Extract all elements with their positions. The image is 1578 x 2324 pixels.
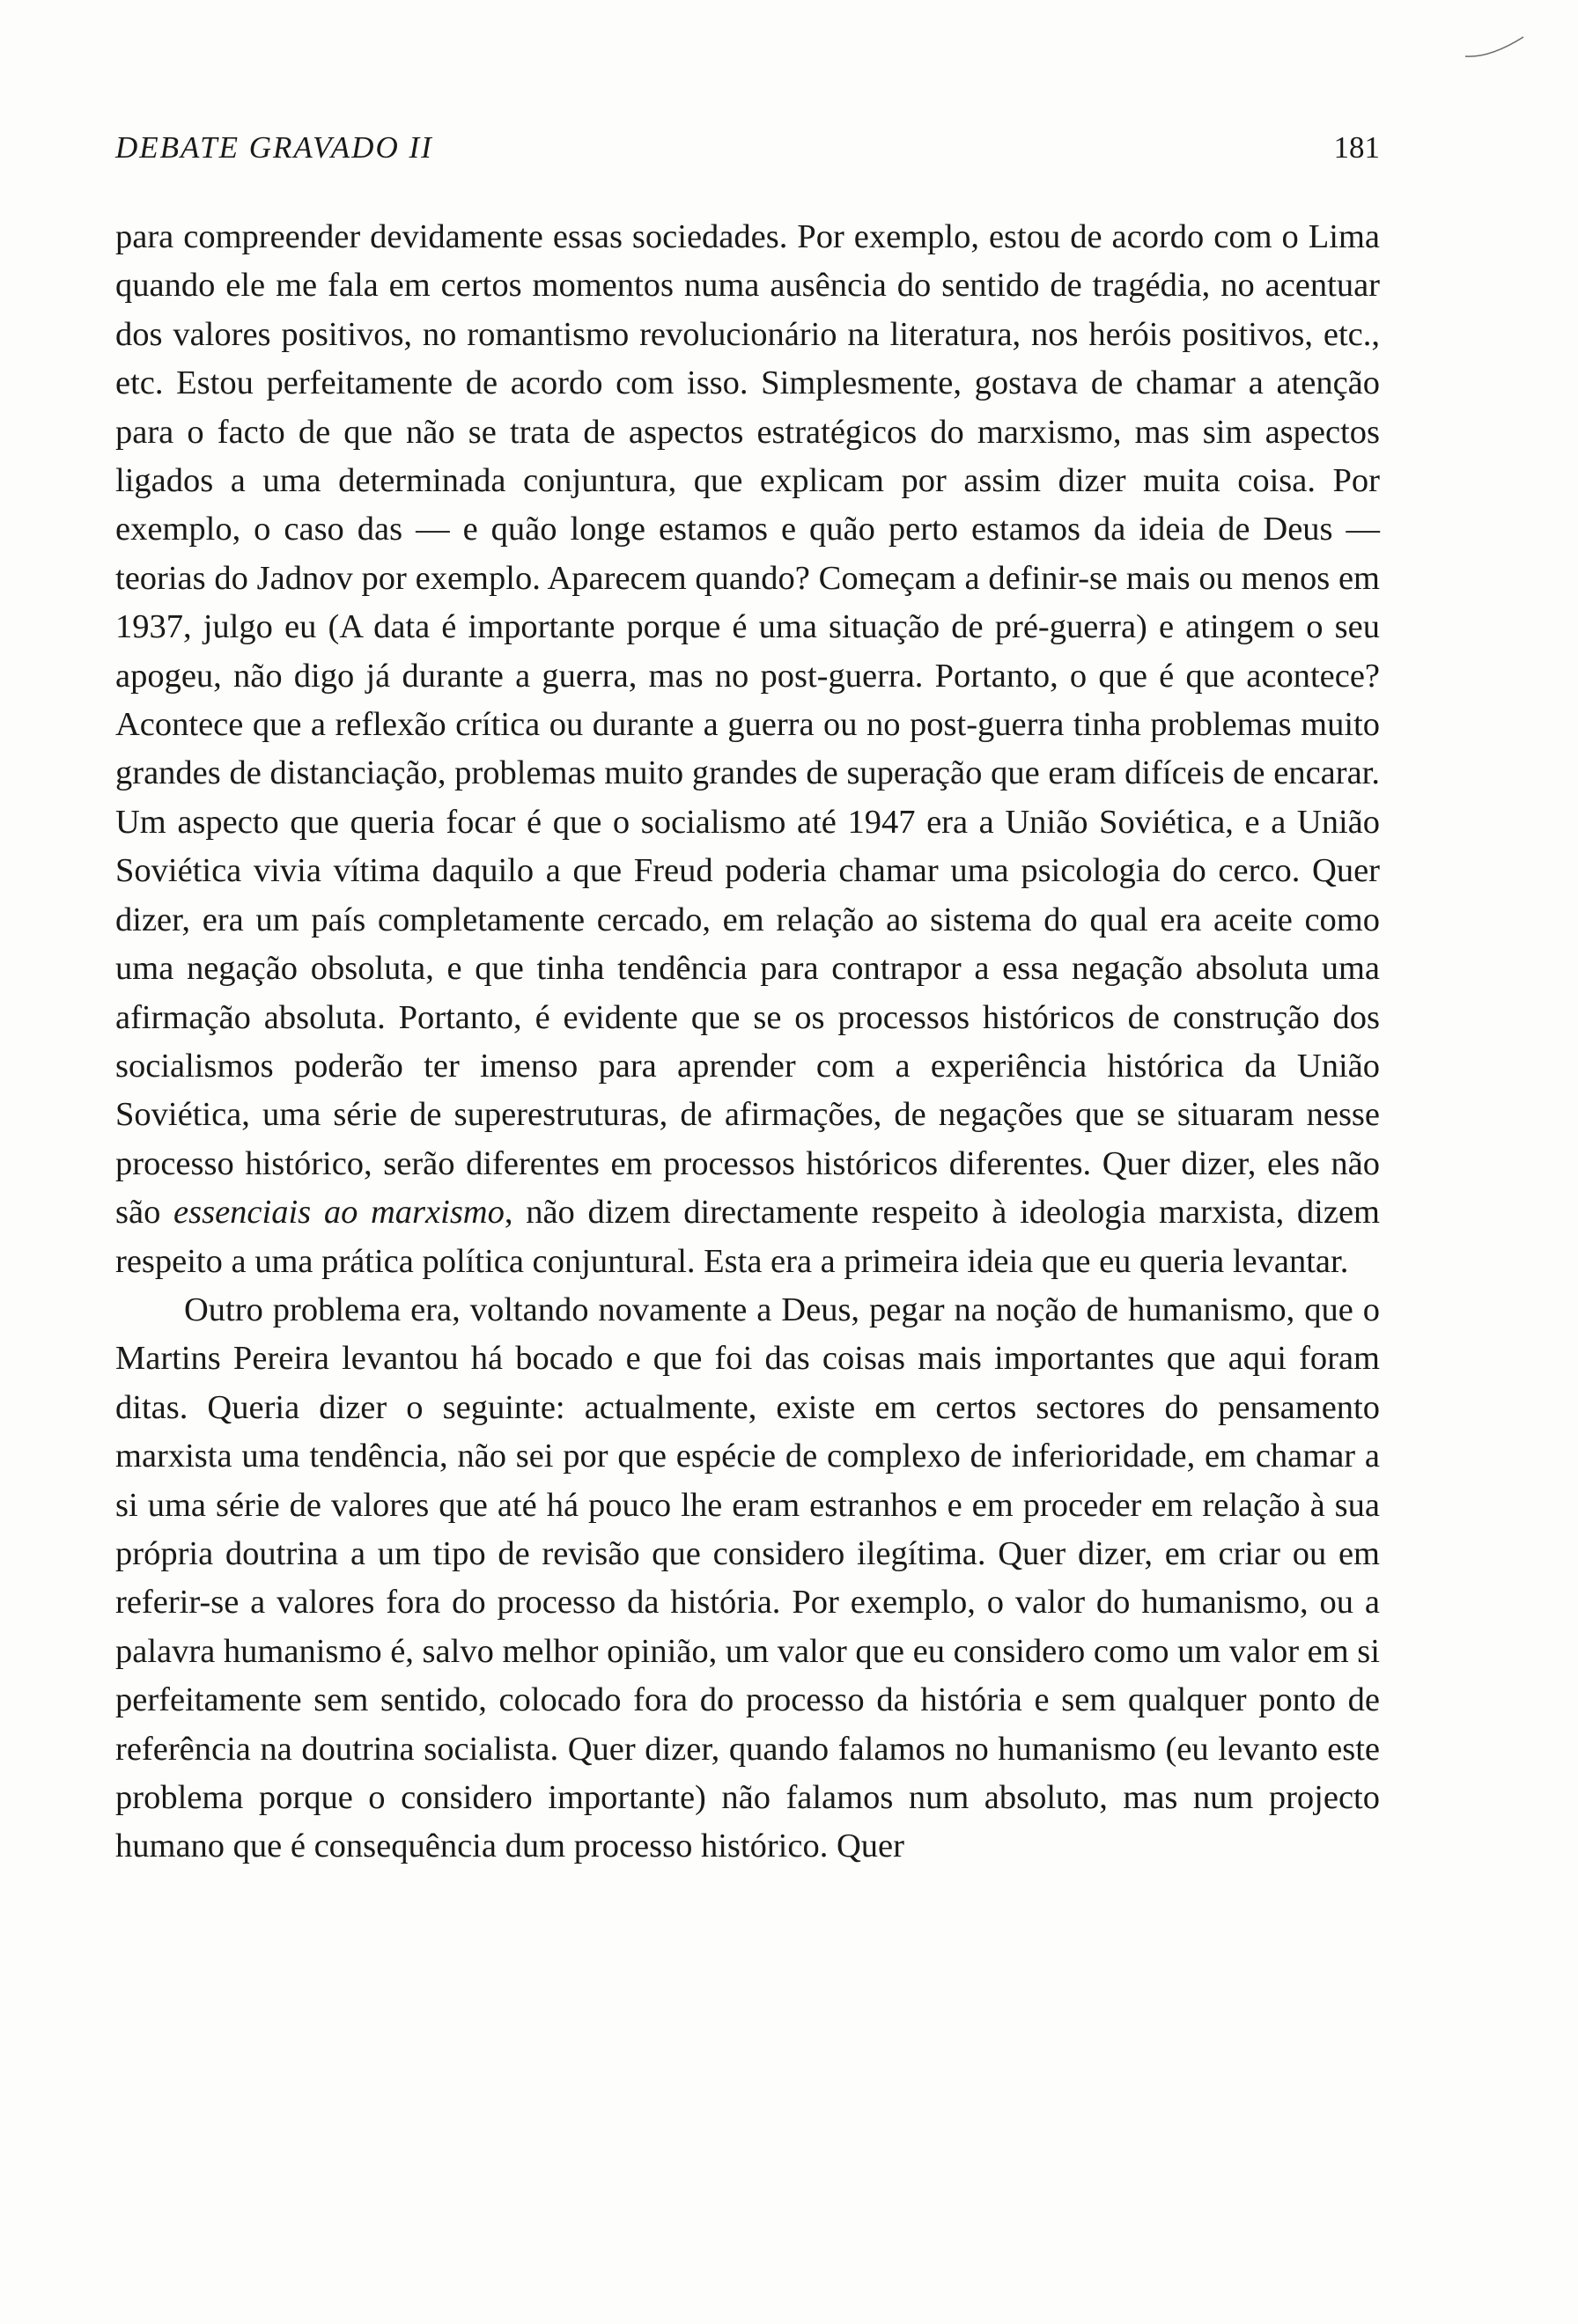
paragraph-1-text-end: , não dizem directamente respeito à ideologia marxista, dizem respeito a uma prática política conjuntural. Esta era a primeira ideia que eu queria levantar. bbox=[115, 1194, 1380, 1280]
scan-pen-mark bbox=[1464, 33, 1525, 60]
page-header bbox=[115, 130, 1380, 183]
page-number: 181 bbox=[1333, 130, 1380, 165]
running-head: DEBATE GRAVADO II bbox=[115, 130, 433, 165]
paragraph-2: Outro problema era, voltando novamente a Deus, pegar na noção de humanismo, que o Martins Pereira levantou há bocado e que foi das coisas mais importantes que aqui foram ditas. Queria dizer o seguinte: actualmente, existe em certos sectores do pensamento marxista uma tendência, não sei por que espécie de complexo de inferioridade, em chamar a si uma série de valores que até há pouco lhe eram estranhos e em proceder em relação à sua própria doutrina a um tipo de revisão que considero ilegítima. Quer dizer, em criar ou em referir-se a valores fora do processo da história. Por exemplo, o valor do humanismo, ou a palavra humanismo é, salvo melhor opinião, um valor que eu considero como um valor em si perfeitamente sem sentido, colocado fora do processo da história e sem qualquer ponto de referência na doutrina socialista. Quer dizer, quando falamos no humanismo (eu levanto este problema porque o considero importante) não falamos num absoluto, mas num projecto humano que é consequência dum processo histórico. Quer bbox=[115, 1291, 1380, 1865]
page-body bbox=[115, 213, 1380, 1872]
paragraph-1-italic-phrase: essenciais ao marxismo bbox=[173, 1194, 505, 1232]
paragraph-1 bbox=[115, 213, 1380, 1286]
paragraph-1-text: para compreender devidamente essas sociedades. Por exemplo, estou de acordo com o Lima quando ele me fala em certos momentos numa ausência do sentido de tragédia, no acentuar dos valores positivos, no romantismo revolucionário na literatura, nos heróis positivos, etc., etc. Estou perfeitamente de acordo com isso. Simplesmente, gostava de chamar a atenção para o facto de que não se trata de aspectos estratégicos do marxismo, mas sim aspectos ligados a uma determinada conjuntura, que explicam por assim dizer muita coisa. Por exemplo, o caso das — e quão longe estamos e quão perto estamos da ideia de Deus — teorias do Jadnov por exemplo. Aparecem quando? Começam a definir-se mais ou menos em 1937, julgo eu (A data é importante porque é uma situação de pré-guerra) e atingem o seu apogeu, não digo já durante a guerra, mas no post-guerra. Portanto, o que é que acontece? Acontece que a reflexão crítica ou durante a guerra ou no post-guerra tinha problemas muito grandes de distanciação, problemas muito grandes de superação que eram difíceis de encarar. Um aspecto que queria focar é que o socialismo até 1947 era a União Soviética, e a União Soviética vivia vítima daquilo a que Freud poderia chamar uma psicologia do cerco. Quer dizer, era um país completamente cercado, em relação ao sistema do qual era aceite como uma negação obsoluta, e que tinha tendência para contrapor a essa negação absoluta uma afirmação absoluta. Portanto, é evidente que se os processos históricos de construção dos socialismos poderão ter imenso para aprender com a experiência histórica da União Soviética, uma série de superestruturas, de afirmações, de negações que se situaram nesse processo histórico, serão diferentes em processos históricos diferentes. Quer dizer, eles não são bbox=[115, 218, 1380, 1232]
